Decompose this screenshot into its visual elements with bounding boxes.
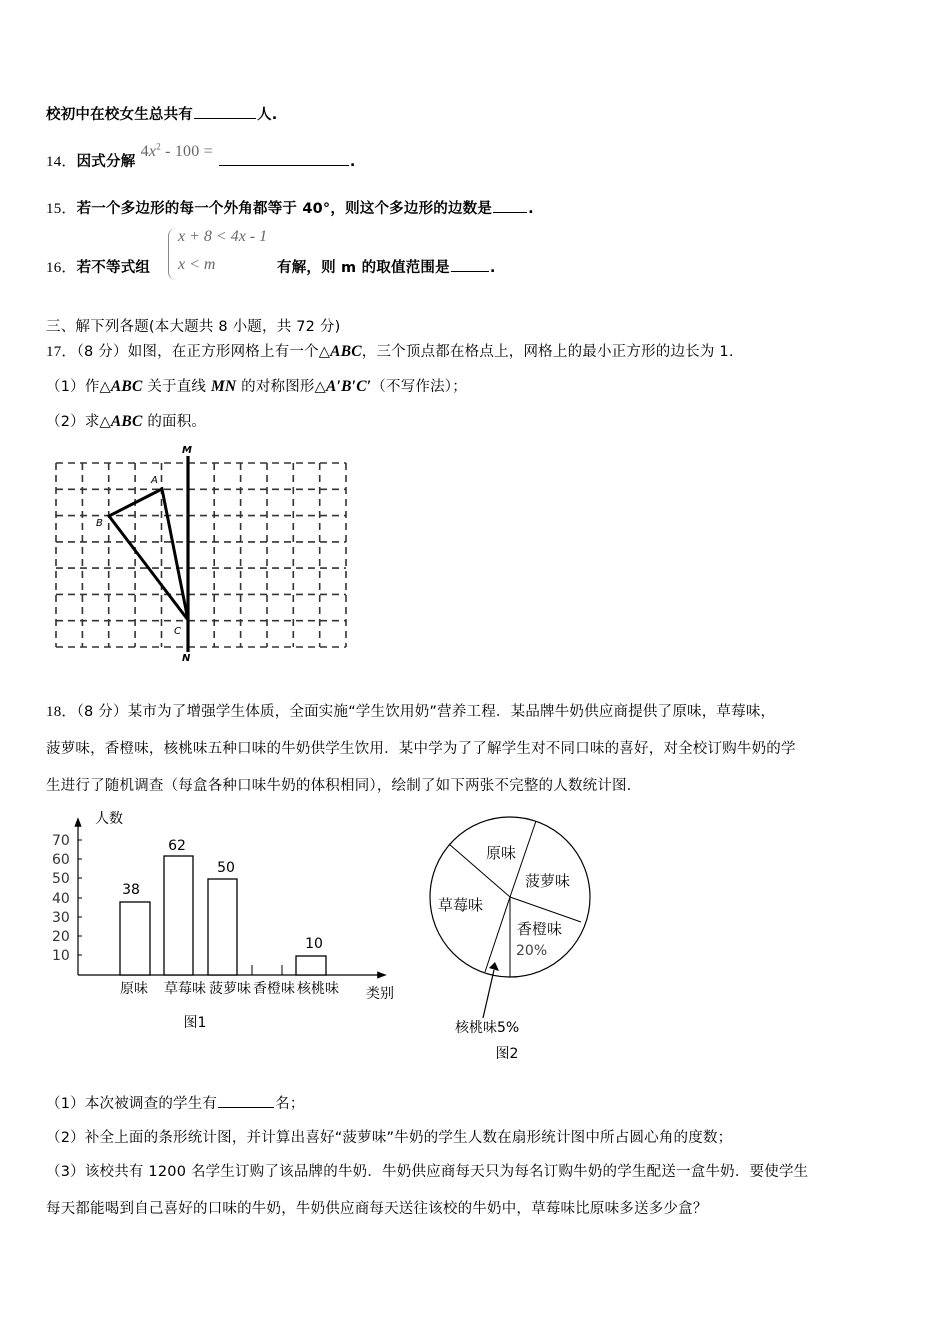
svg-text:10: 10 — [305, 936, 323, 952]
label-n: N — [182, 653, 191, 664]
pie-label-boluo: 菠萝味 — [525, 872, 571, 890]
q16-text: 若不等式组 — [76, 260, 151, 276]
chart-1-title: 图1 — [183, 1015, 207, 1031]
q18-part-3-line-1: （3）该校共有 1200 名学生订购了该品牌的牛奶．牛奶供应商每天只为每名订购牛奶的学生配送一盒牛奶．要使学生 — [46, 1164, 809, 1180]
p1-text: 关于直线 — [142, 379, 211, 395]
y-axis-label: 人数 — [95, 811, 123, 827]
p1-text: （1）本次被调查的学生有 — [46, 1096, 218, 1112]
svg-text:香橙味: 香橙味 — [253, 981, 295, 997]
hetao-pointer-arrow — [483, 970, 494, 1018]
triangle-prime: A′B′C′ — [326, 378, 372, 395]
label-a: A — [151, 475, 158, 486]
svg-text:40: 40 — [52, 891, 70, 907]
triangle-abc: ABC — [110, 413, 143, 430]
score: （8 分） — [76, 344, 128, 360]
p1-text: （不写作法）； — [371, 379, 467, 395]
x-category-labels — [120, 980, 339, 997]
bar-caomei — [164, 856, 193, 975]
svg-text:62: 62 — [168, 838, 186, 854]
q18-part-1 — [46, 1092, 305, 1113]
q14-end: . — [349, 154, 356, 170]
question-number: 17． — [46, 344, 77, 360]
q17-stem-b: ，三个顶点都在格点上，网格上的最小正方形的边长为 1. — [361, 344, 734, 360]
svg-text:38: 38 — [122, 882, 140, 898]
q18-line-2: 菠萝味，香橙味，核桃味五种口味的牛奶供学生饮用．某中学为了了解学生对不同口味的喜好，对全校订购牛奶的学 — [46, 741, 796, 757]
q13-end: 人. — [257, 107, 278, 123]
q18-line-3: 生进行了随机调查（每盒各种口味牛奶的体积相同），绘制了如下两张不完整的人数统计图． — [46, 778, 642, 794]
pie-label-caomei: 草莓味 — [438, 896, 484, 914]
pie-pct-xiangcheng: 20% — [516, 943, 548, 959]
question-number: 14． — [46, 154, 77, 170]
q14-expression: $4x^2 - 100$ = — [140, 141, 213, 160]
q13-text: 校初中在校女生总共有 — [46, 107, 193, 123]
svg-text:核桃味: 核桃味 — [297, 981, 339, 997]
p2-text: 的面积。 — [142, 414, 207, 430]
triangle-abc: ABC — [330, 343, 362, 360]
q15-end: . — [528, 201, 534, 217]
svg-text:30: 30 — [52, 910, 70, 926]
pie-label-hetao: 核桃味5% — [455, 1020, 520, 1036]
q18-part-3-line-2: 每天都能喝到自己喜好的口味的牛奶，牛奶供应商每天送往该校的牛奶中，草莓味比原味多送多少盒？ — [46, 1201, 708, 1217]
svg-text:原味: 原味 — [120, 981, 148, 997]
svg-text:70: 70 — [52, 833, 70, 849]
svg-text:50: 50 — [52, 871, 70, 887]
label-m: M — [182, 445, 192, 456]
pie-chart — [430, 817, 590, 1062]
p2-text: （2）求△ — [46, 414, 111, 430]
pie-label-yuanwei: 原味 — [486, 844, 517, 862]
svg-text:20: 20 — [52, 929, 70, 945]
q16-end: . — [489, 260, 496, 276]
svg-text:60: 60 — [52, 852, 70, 868]
p1-text: 的对称图形△ — [236, 379, 326, 395]
score: （8 分） — [76, 704, 128, 720]
q14-text: 因式分解 — [76, 154, 136, 170]
inequality-row-1: x + 8 < 4x - 1 — [178, 228, 268, 245]
label-c: C — [174, 626, 181, 637]
svg-text:10: 10 — [52, 948, 70, 964]
question-number: 16． — [46, 260, 77, 276]
bar-boluo — [208, 879, 237, 975]
svg-text:草莓味: 草莓味 — [164, 981, 206, 997]
line-mn: MN — [210, 378, 237, 395]
svg-text:50: 50 — [217, 860, 235, 876]
bar-yuanwei — [120, 902, 150, 975]
y-tick-labels — [52, 833, 70, 964]
question-number: 15． — [46, 201, 77, 217]
x-axis-label: 类别 — [366, 986, 394, 1002]
section-3-heading: 三、解下列各题(本大题共 8 小题，共 72 分) — [46, 319, 341, 335]
label-b: B — [96, 518, 103, 529]
missing-bar-ticks — [252, 965, 282, 975]
answer-blank-q18-1[interactable] — [218, 1106, 274, 1108]
q18-line-1: 某市为了增强学生体质，全面实施“学生饮用奶”营养工程．某品牌牛奶供应商提供了原味，草莓味， — [127, 704, 776, 720]
pie-label-xiangcheng: 香橙味 — [517, 920, 563, 938]
question-number: 18． — [46, 704, 77, 720]
q15-text: 若一个多边形的每一个外角都等于 40°，则这个多边形的边数是 — [76, 201, 493, 217]
svg-text:菠萝味: 菠萝味 — [209, 981, 251, 997]
q16-after-text: 有解，则 m 的取值范围是 — [277, 260, 450, 276]
q17-stem-a: 如图，在正方形网格上有一个△ — [127, 344, 331, 360]
triangle-abc: ABC — [110, 378, 143, 395]
p1-text: （1）作△ — [46, 379, 111, 395]
inequality-row-2: x < m — [178, 256, 216, 273]
bar-hetao — [296, 956, 326, 975]
chart-2-title: 图2 — [495, 1046, 519, 1062]
p1-text: 名； — [275, 1096, 305, 1112]
q18-part-2: （2）补全上面的条形统计图，并计算出喜好“菠萝味”牛奶的学生人数在扇形统计图中所占圆心角的度数； — [46, 1130, 733, 1146]
